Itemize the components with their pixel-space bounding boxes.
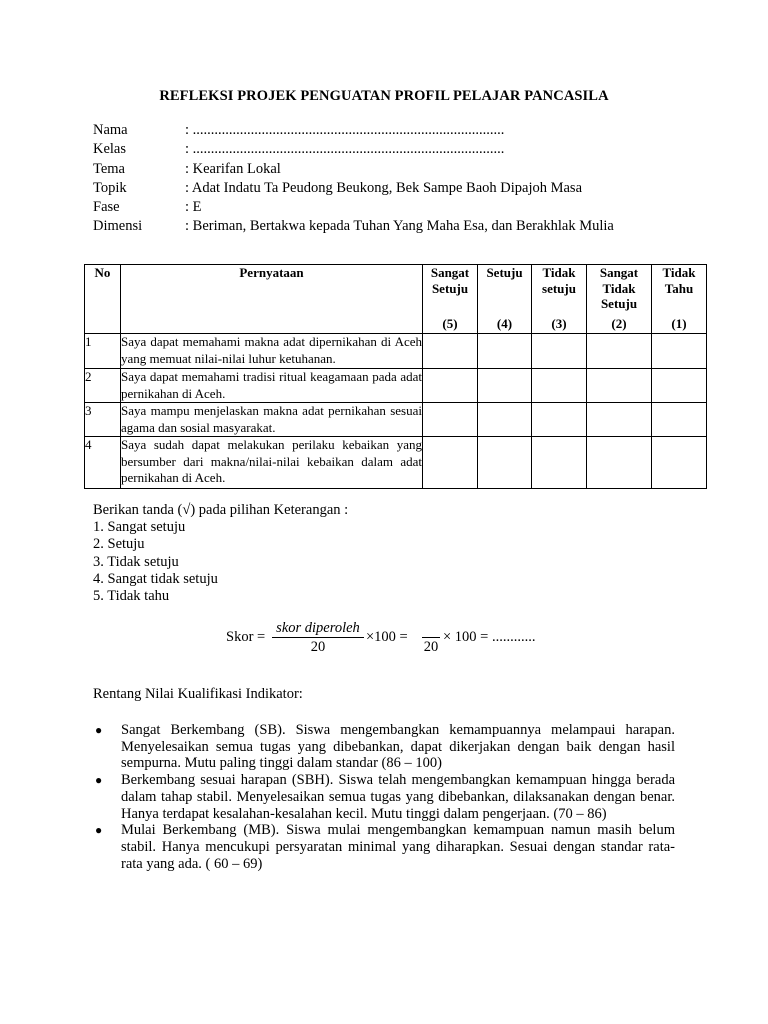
answer-cell-1[interactable] — [652, 334, 707, 369]
answer-cell-2[interactable] — [587, 369, 652, 403]
row-number: 2 — [85, 369, 121, 403]
column-header-statement: Pernyataan — [121, 265, 423, 334]
info-label: Kelas — [93, 141, 127, 158]
criteria-text: Sangat Berkembang (SB). Siswa mengembangkan kemampuannya melampaui harapan. Menyelesaikan semua tugas yang dibebankan, dapat dikerjakan dengan baik dengan hasil sempurna. Mutu paling tinggi dalam standar (86 – 100) — [121, 722, 675, 772]
answer-cell-1[interactable] — [652, 437, 707, 489]
answer-cell-4[interactable] — [478, 403, 532, 437]
score-formula — [226, 620, 566, 656]
answer-cell-5[interactable] — [423, 437, 478, 489]
table-row — [85, 334, 707, 369]
option-code: (5) — [442, 315, 458, 331]
option-code: (1) — [671, 315, 687, 331]
criteria-text: Berkembang sesuai harapan (SBH). Siswa telah mengembangkan kemampuan hingga berada dalam tahap stabil. Menyelesaikan semua tugas yang dibebankan, dilaksanakan dengan benar. Hanya terdapat kesalahan-kesalahan kecil. Mutu tinggi dalam pengerjaan. (70 – 86) — [121, 772, 675, 822]
info-value: : E — [185, 199, 202, 216]
answer-cell-2[interactable] — [587, 334, 652, 369]
column-header-setuju — [478, 265, 532, 334]
column-header-tidak-tahu — [652, 265, 707, 334]
info-label: Topik — [93, 179, 127, 196]
option-code: (3) — [551, 315, 567, 331]
legend-item: 5. Tidak tahu — [93, 588, 170, 605]
option-label: Sangat Setuju — [430, 265, 470, 296]
statement-text: Saya mampu menjelaskan makna adat pernikahan sesuai agama dan sosial masyarakat. — [121, 403, 422, 435]
info-value: : Adat Indatu Ta Peudong Beukong, Bek Sampe Baoh Dipajoh Masa — [185, 179, 583, 196]
legend-item: 1. Sangat setuju — [93, 519, 186, 536]
rentang-title: Rentang Nilai Kualifikasi Indikator: — [93, 686, 303, 702]
legend-item: 4. Sangat tidak setuju — [93, 570, 218, 587]
answer-cell-1[interactable] — [652, 369, 707, 403]
reflection-table — [84, 264, 707, 489]
option-code: (2) — [611, 315, 627, 331]
option-label: Sangat Tidak Setuju — [599, 265, 639, 311]
info-label: Tema — [93, 160, 125, 177]
blank-fraction — [422, 620, 440, 655]
answer-legend — [93, 502, 348, 605]
fraction-bar — [422, 637, 440, 638]
formula-multiplier: ×100 = — [366, 629, 408, 645]
name-field[interactable]: : ...................................................................................... — [185, 122, 505, 138]
answer-cell-3[interactable] — [532, 369, 587, 403]
bullet-icon: ● — [95, 823, 103, 838]
answer-cell-5[interactable] — [423, 403, 478, 437]
answer-cell-3[interactable] — [532, 403, 587, 437]
answer-cell-2[interactable] — [587, 437, 652, 489]
table-row — [85, 437, 707, 489]
option-code: (4) — [496, 315, 513, 331]
fraction-denominator: 20 — [310, 639, 326, 655]
criteria-list — [93, 722, 675, 872]
table-header-row — [85, 265, 707, 334]
answer-cell-4[interactable] — [478, 334, 532, 369]
row-number: 3 — [85, 403, 121, 437]
legend-item: 3. Tidak setuju — [93, 553, 179, 570]
info-value: : Kearifan Lokal — [185, 160, 281, 177]
blank-numerator[interactable] — [422, 620, 440, 636]
bullet-icon: ● — [95, 773, 103, 788]
legend-intro: Berikan tanda (√) pada pilihan Keterangan : — [93, 502, 349, 518]
info-label: Fase — [93, 199, 120, 216]
option-label: Tidak setuju — [542, 265, 576, 296]
info-value: : Beriman, Bertakwa kepada Tuhan Yang Maha Esa, dan Berakhlak Mulia — [185, 218, 614, 235]
column-header-sangat-setuju — [423, 265, 478, 334]
column-header-tidak-setuju — [532, 265, 587, 334]
document-title: REFLEKSI PROJEK PENGUATAN PROFIL PELAJAR PANCASILA — [159, 88, 609, 104]
option-label: Tidak Tahu — [662, 265, 696, 296]
criteria-text: Mulai Berkembang (MB). Siswa mulai mengembangkan kemampuan namun masih belum stabil. Hanya mencukupi persyaratan minimal yang diharapkan. Sesuai dengan standar rata-rata yang ada. ( 60 – 69) — [121, 822, 675, 872]
formula-label: Skor = — [226, 629, 266, 645]
answer-cell-3[interactable] — [532, 437, 587, 489]
column-header-sangat-tidak-setuju — [587, 265, 652, 334]
bullet-icon: ● — [95, 723, 103, 737]
answer-cell-1[interactable] — [652, 403, 707, 437]
statement-text: Saya dapat memahami tradisi ritual keagamaan pada adat pernikahan di Aceh. — [121, 369, 422, 401]
answer-cell-3[interactable] — [532, 334, 587, 369]
legend-item: 2. Setuju — [93, 536, 145, 553]
row-number: 4 — [85, 437, 121, 489]
option-label: Setuju — [486, 265, 523, 280]
table-row — [85, 369, 707, 403]
score-fraction — [272, 620, 364, 655]
answer-cell-2[interactable] — [587, 403, 652, 437]
fraction-denominator: 20 — [423, 639, 439, 655]
answer-cell-5[interactable] — [423, 369, 478, 403]
list-item — [93, 722, 675, 772]
list-item — [93, 772, 675, 822]
fraction-numerator: skor diperoleh — [276, 620, 360, 636]
answer-cell-4[interactable] — [478, 369, 532, 403]
info-label: Dimensi — [93, 218, 143, 235]
formula-result: × 100 = ............ — [443, 629, 536, 645]
class-field[interactable]: : ...................................................................................... — [185, 141, 505, 158]
statement-text: Saya dapat memahami makna adat dipernikahan di Aceh yang memuat nilai-nilai luhur ketuhanan. — [121, 334, 423, 369]
column-header-no: No — [85, 265, 121, 334]
list-item — [93, 822, 675, 872]
info-label: Nama — [93, 122, 128, 138]
row-number: 1 — [85, 334, 121, 369]
statement-text: Saya sudah dapat melakukan perilaku kebaikan yang bersumber dari makna/nilai-nilai kebaikan dalam adat pernikahan di Aceh. — [121, 437, 423, 489]
table-row — [85, 403, 707, 437]
fraction-bar — [272, 637, 364, 638]
answer-cell-4[interactable] — [478, 437, 532, 489]
answer-cell-5[interactable] — [423, 334, 478, 369]
